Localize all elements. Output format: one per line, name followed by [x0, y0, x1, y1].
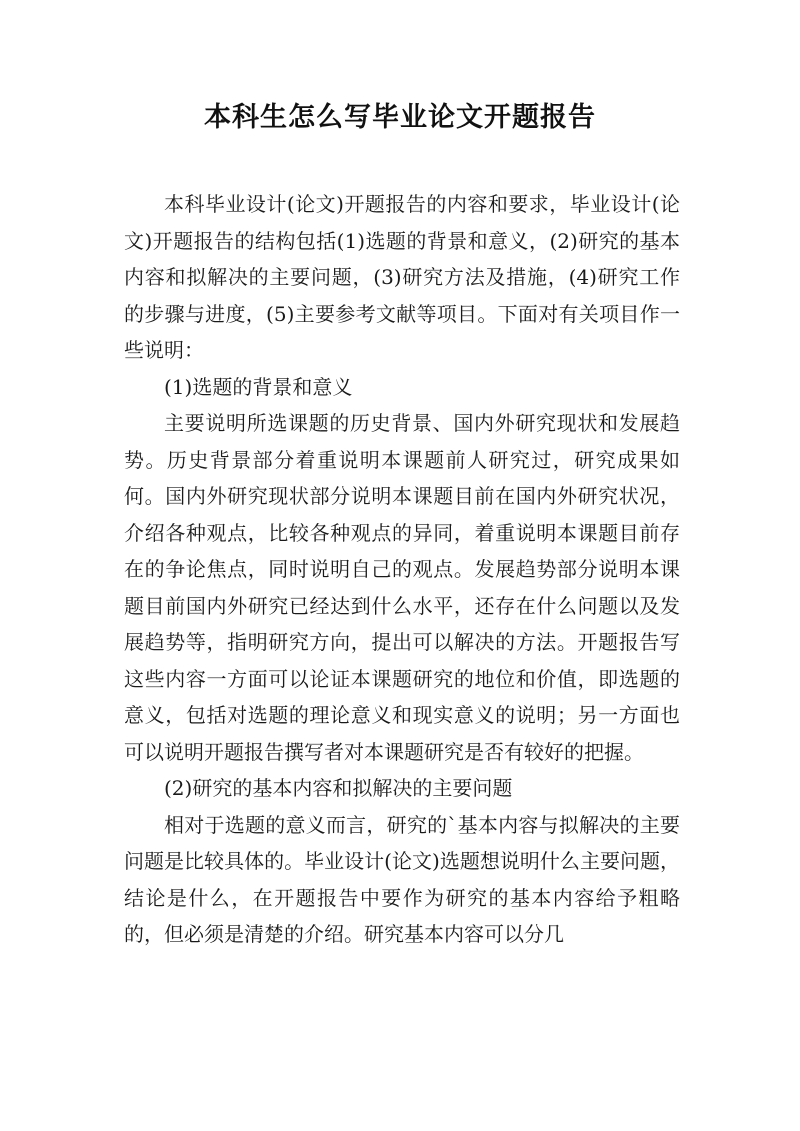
- section-heading-content: (2)研究的基本内容和拟解决的主要问题: [164, 776, 513, 800]
- document-title: 本科生怎么写毕业论文开题报告: [204, 102, 596, 133]
- paragraph-intro: 本科毕业设计(论文)开题报告的内容和要求，毕业设计(论文)开题报告的结构包括(1)选题的背景和意义，(2)研究的基本内容和拟解决的主要问题，(3)研究方法及措施，(4)研究工作的步骤与进度，(5)主要参考文献等项目。下面对有关项目作一些说明：: [124, 192, 680, 362]
- section-heading-background: (1)选题的背景和意义: [164, 374, 353, 399]
- paragraph-content: 相对于选题的意义而言，研究的`基本内容与拟解决的主要问题是比较具体的。毕业设计(论文)选题想说明什么主要问题，结论是什么，在开题报告中要作为研究的基本内容给予粗略的，但必须是清楚的介绍。研究基本内容可以分几: [124, 812, 680, 946]
- document-body: [124, 186, 680, 953]
- paragraph-background: 主要说明所选课题的历史背景、国内外研究现状和发展趋势。历史背景部分着重说明本课题前人研究过，研究成果如何。国内外研究现状部分说明本课题目前在国内外研究状况，介绍各种观点，比较各种观点的异同，着重说明本课题目前存在的争论焦点，同时说明自己的观点。发展趋势部分说明本课题目前国内外研究已经达到什么水平，还存在什么问题以及发展趋势等，指明研究方向，提出可以解决的方法。开题报告写这些内容一方面可以论证本课题研究的地位和价值，即选题的意义，包括对选题的理论意义和现实意义的说明；另一方面也可以说明开题报告撰写者对本课题研究是否有较好的把握。: [124, 411, 680, 764]
